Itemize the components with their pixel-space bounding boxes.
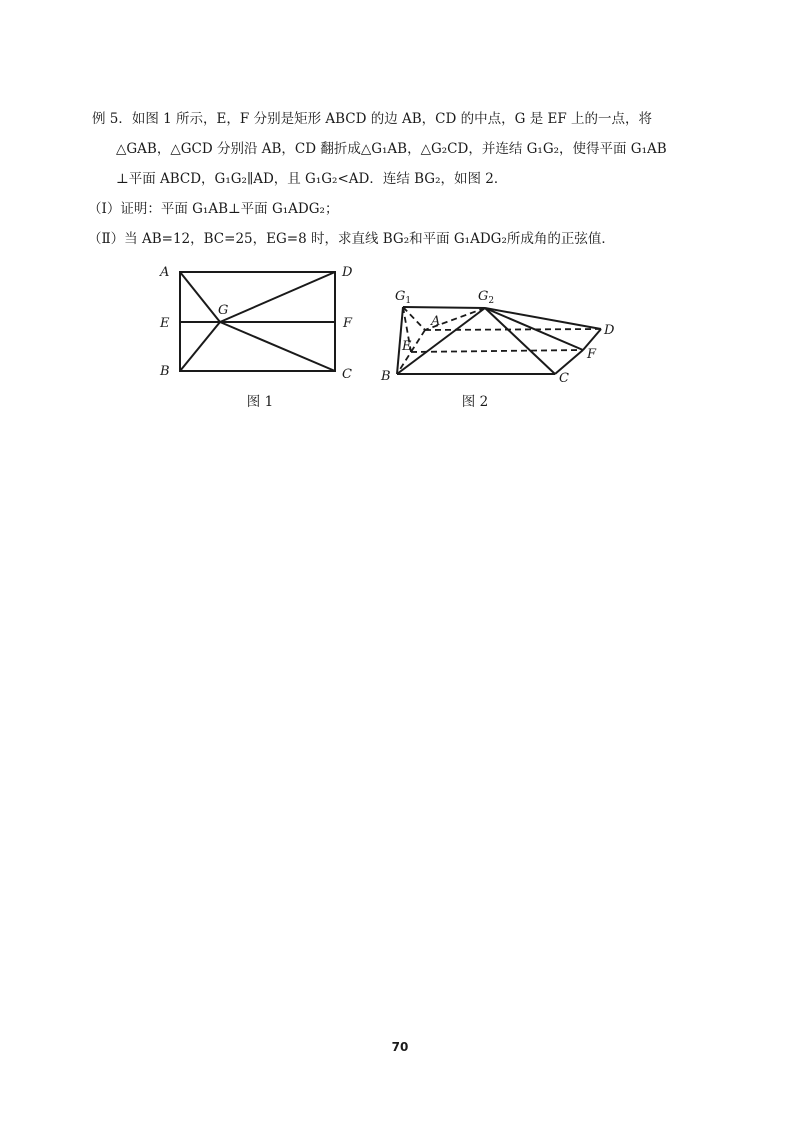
problem-line-1: 例 5．如图 1 所示，E，F 分别是矩形 ABCD 的边 AB，CD 的中点，G 是 EF 上的一点，将 bbox=[92, 111, 653, 127]
hidden-edge-ef bbox=[411, 350, 583, 352]
label-c: C bbox=[342, 367, 352, 382]
label-f: F bbox=[343, 316, 353, 331]
edge-g1g2 bbox=[403, 307, 485, 308]
segment-ag bbox=[180, 272, 220, 322]
problem-line-3: ⊥平面 ABCD，G₁G₂∥AD，且 G₁G₂<AD．连结 BG₂，如图 2． bbox=[116, 171, 508, 187]
figure-1-diagram bbox=[150, 258, 370, 388]
edge-g2d bbox=[485, 308, 601, 329]
label-d: D bbox=[342, 265, 353, 280]
problem-line-2: △GAB，△GCD 分别沿 AB，CD 翻折成△G₁AB，△G₂CD，并连结 G₁G₂，使得平面 G₁AB bbox=[116, 141, 667, 157]
figure-2-diagram bbox=[375, 258, 625, 388]
label-b: B bbox=[160, 364, 170, 379]
label-d: D bbox=[604, 323, 615, 338]
page-number: 70 bbox=[391, 1040, 409, 1054]
label-a: A bbox=[160, 265, 170, 280]
figures bbox=[150, 258, 630, 418]
part-1: （Ⅰ）证明：平面 G₁AB⊥平面 G₁ADG₂； bbox=[88, 201, 339, 217]
label-b: B bbox=[381, 369, 391, 384]
label-g1: $G_1$ bbox=[395, 289, 412, 306]
label-e: E bbox=[160, 316, 170, 331]
label-f: F bbox=[587, 347, 597, 362]
label-a: A bbox=[431, 314, 441, 329]
label-g2: $G_2$ bbox=[478, 289, 495, 306]
problem-text bbox=[88, 104, 692, 254]
hidden-edge-g1a bbox=[403, 307, 425, 330]
label-e: E bbox=[402, 339, 412, 354]
part-2: （Ⅱ）当 AB=12，BC=25，EG=8 时，求直线 BG₂和平面 G₁ADG₂所成角的正弦值． bbox=[88, 231, 615, 247]
label-g: G bbox=[218, 303, 229, 318]
segment-gd bbox=[220, 272, 335, 322]
segment-gc bbox=[220, 322, 335, 371]
segment-bg bbox=[180, 322, 220, 371]
figure-1-caption: 图 1 bbox=[246, 394, 274, 410]
figure-2-caption: 图 2 bbox=[461, 394, 489, 410]
hidden-edge-ad bbox=[425, 329, 601, 330]
label-c: C bbox=[559, 371, 569, 386]
